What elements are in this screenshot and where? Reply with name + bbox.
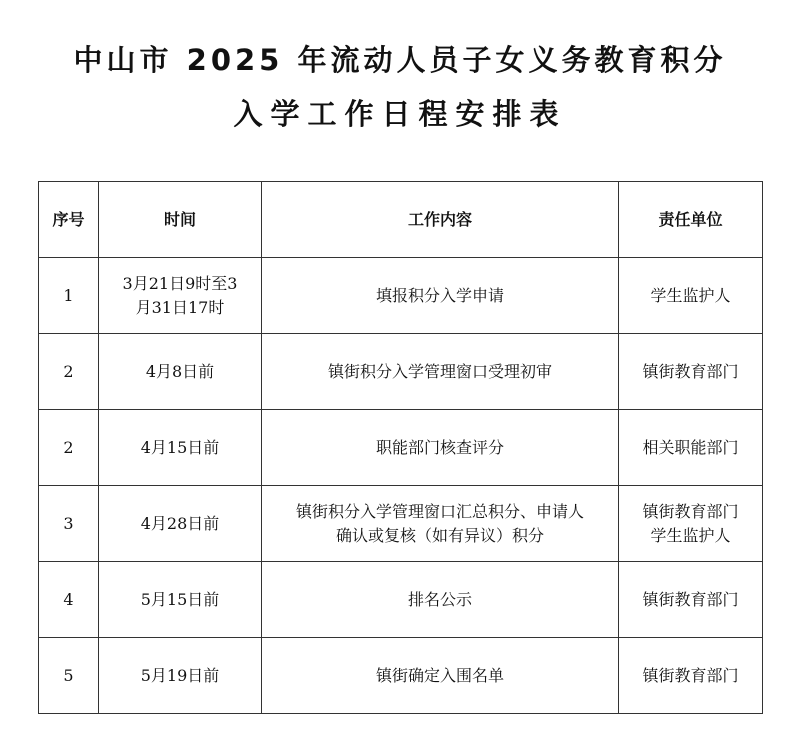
schedule-table bbox=[38, 181, 763, 714]
cell-work-line2: 确认或复核（如有异议）积分 bbox=[335, 525, 544, 545]
header-time: 时间 bbox=[99, 182, 262, 258]
cell-unit: 镇街教育部门 bbox=[619, 638, 763, 714]
page-subtitle: 入学工作日程安排表 bbox=[233, 97, 567, 131]
cell-unit-line2: 学生监护人 bbox=[650, 525, 731, 545]
cell-unit bbox=[619, 486, 763, 562]
cell-work: 镇街确定入围名单 bbox=[262, 638, 619, 714]
cell-no: 1 bbox=[39, 258, 99, 334]
cell-no: 4 bbox=[39, 562, 99, 638]
table-row bbox=[39, 562, 763, 638]
cell-time: 5月15日前 bbox=[99, 562, 262, 638]
table-row bbox=[39, 258, 763, 334]
cell-unit: 镇街教育部门 bbox=[619, 334, 763, 410]
cell-no: 2 bbox=[39, 334, 99, 410]
header-no: 序号 bbox=[39, 182, 99, 258]
cell-work: 排名公示 bbox=[262, 562, 619, 638]
table-row bbox=[39, 486, 763, 562]
table-row bbox=[39, 638, 763, 714]
cell-time: 4月8日前 bbox=[99, 334, 262, 410]
cell-time: 4月28日前 bbox=[99, 486, 262, 562]
cell-time bbox=[99, 258, 262, 334]
cell-unit: 学生监护人 bbox=[619, 258, 763, 334]
cell-work bbox=[262, 486, 619, 562]
cell-work-line1: 镇街积分入学管理窗口汇总积分、申请人 bbox=[295, 501, 584, 521]
table-row bbox=[39, 410, 763, 486]
cell-unit: 相关职能部门 bbox=[619, 410, 763, 486]
cell-no: 3 bbox=[39, 486, 99, 562]
cell-work: 镇街积分入学管理窗口受理初审 bbox=[262, 334, 619, 410]
header-work: 工作内容 bbox=[262, 182, 619, 258]
header-unit: 责任单位 bbox=[619, 182, 763, 258]
cell-no: 5 bbox=[39, 638, 99, 714]
cell-time: 4月15日前 bbox=[99, 410, 262, 486]
cell-time-line1: 3月21日9时至3 bbox=[122, 273, 238, 293]
cell-work: 填报积分入学申请 bbox=[262, 258, 619, 334]
cell-unit-line1: 镇街教育部门 bbox=[642, 501, 739, 521]
table-row bbox=[39, 334, 763, 410]
cell-no: 2 bbox=[39, 410, 99, 486]
cell-time: 5月19日前 bbox=[99, 638, 262, 714]
table-header-row bbox=[39, 182, 763, 258]
cell-unit: 镇街教育部门 bbox=[619, 562, 763, 638]
cell-time-line2: 月31日17时 bbox=[135, 297, 225, 317]
cell-work: 职能部门核查评分 bbox=[262, 410, 619, 486]
page-title: 中山市 2025 年流动人员子女义务教育积分 bbox=[73, 43, 727, 77]
